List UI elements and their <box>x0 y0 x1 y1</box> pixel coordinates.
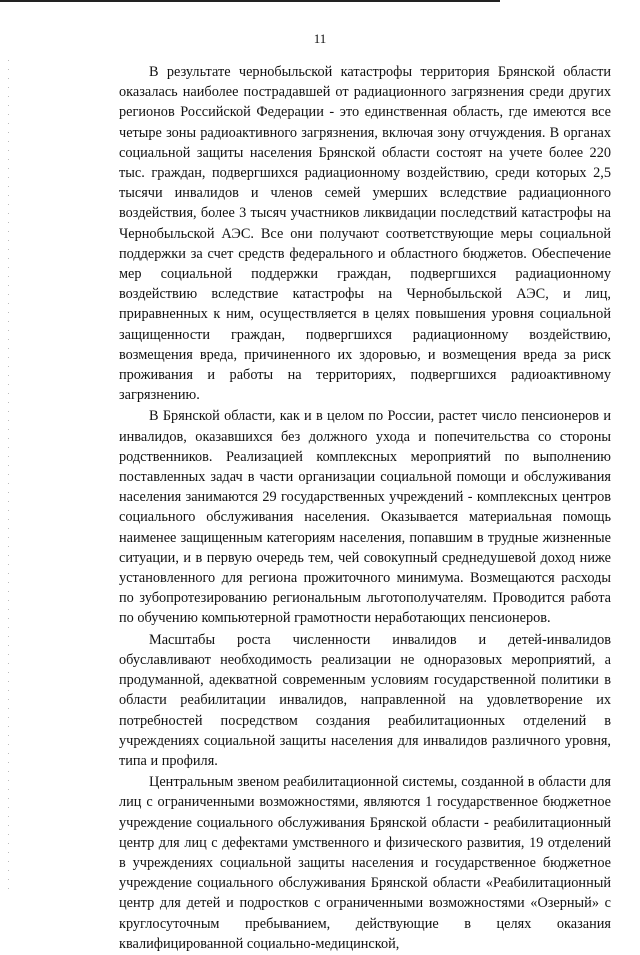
paragraph-rehabilitation-system: Центральным звеном реабилитационной системы, созданной в области для лиц с ограниченными возможностями, являются 1 государственное бюджетное учреждение социального обслуживания Брянской области - реабилитационный центр для лиц с дефектами умственного и физического развития, 19 отделений в учреждениях социальной защиты населения и государственное бюджетное учреждение социального обслуживания Брянской области «Реабилитационный центр для детей и подростков с ограниченными возможностями «Озерный» с круглосуточным пребыванием, действующие в целях оказания квалифицированной социально-медицинской, <box>119 774 611 952</box>
page-number: 11 <box>313 31 327 46</box>
scan-margin-dots <box>8 60 9 890</box>
paragraph-disabled-growth: Масштабы роста численности инвалидов и детей-инвалидов обуславливают необходимость реализации не одноразовых мероприятий, а продуманной, адекватной современным условиям государственной политики в области реабилитации инвалидов, направленной на удовлетворение их потребностей посредством создания реабилитационных отделений в учреждениях социальной защиты населения для инвалидов различного уровня, типа и профиля. <box>119 631 611 769</box>
document-body <box>119 62 611 955</box>
scan-edge-line <box>0 0 500 2</box>
paragraph-pensioners: В Брянской области, как и в целом по России, растет число пенсионеров и инвалидов, оказавшихся без должного ухода и попечительства со стороны родственников. Реализацией комплексных мероприятий по выполнению поставленных задач в части организации социальной помощи и обслуживания населения занимаются 29 государственных учреждений - комплексных центров социального обслуживания населения. Оказывается материальная помощь наименее защищенным категориям населения, попавшим в трудные жизненные ситуации, и в первую очередь тем, чей совокупный среднедушевой доход ниже установленного для региона прожиточного минимума. Возмещаются расходы по зубопротезированию региональным льготополучателям. Проводится работа по обучению компьютерной грамотности неработающих пенсионеров. <box>119 408 611 627</box>
paragraph-chernobyl: В результате чернобыльской катастрофы территория Брянской области оказалась наиболее пострадавшей от радиационного загрязнения среди других регионов Российской Федерации - это единственная область, где имеются все четыре зоны радиоактивного загрязнения, включая зону отчуждения. В органах социальной защиты населения Брянской области состоят на учете более 220 тыс. граждан, подвергшихся радиационному воздействию, среди которых 2,5 тысячи инвалидов и членов семей умерших вследствие радиационного воздействия, более 3 тысяч участников ликвидации последствий катастрофы на Чернобыльской АЭС. Все они получают соответствующие меры социальной поддержки за счет средств федерального и областного бюджетов. Обеспечение мер социальной поддержки граждан, подвергшихся радиационному воздействию вследствие катастрофы на Чернобыльской АЭС, и лиц, приравненных к ним, осуществляется в целях повышения уровня социальной защищенности граждан, подвергшихся радиационному воздействию, возмещения вреда, причиненного их здоровью, и возмещения вреда за риск проживания и работы на территориях, подвергшихся радиоактивному загрязнению. <box>119 64 611 404</box>
